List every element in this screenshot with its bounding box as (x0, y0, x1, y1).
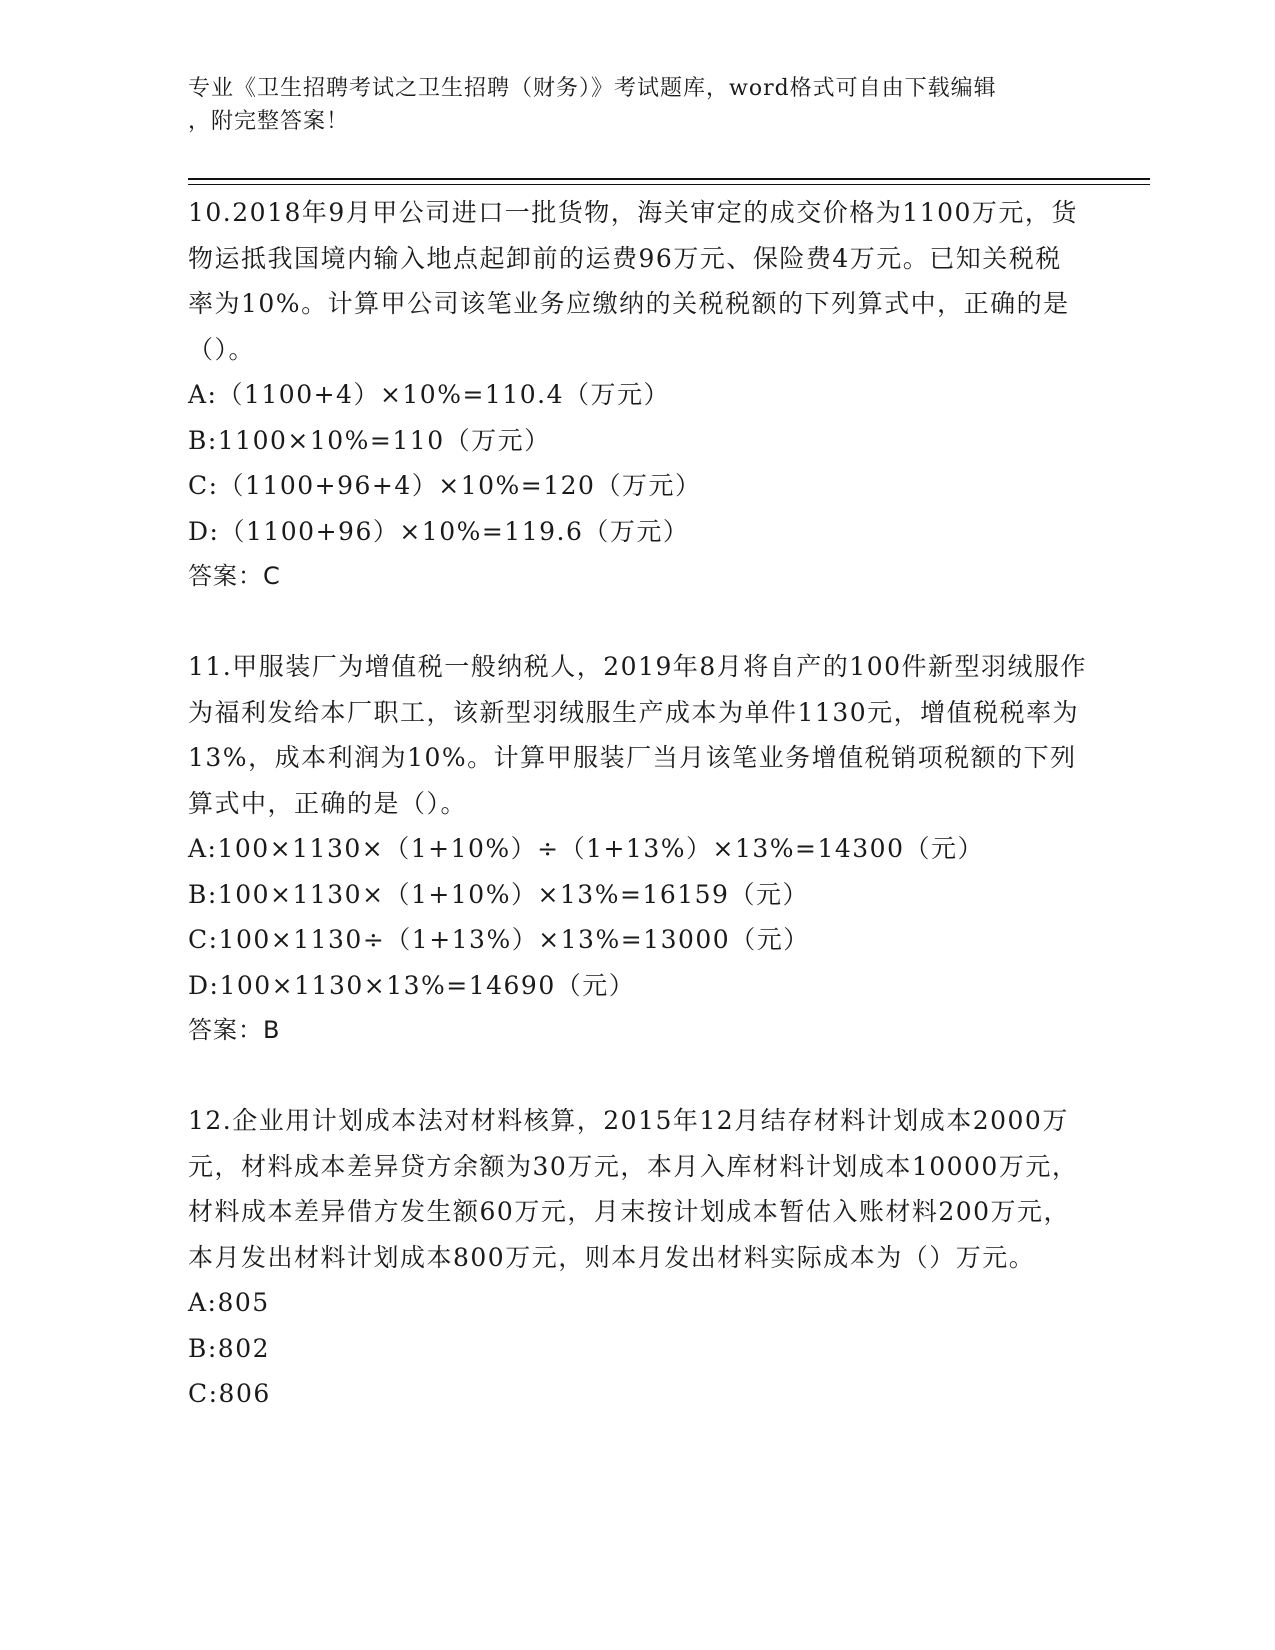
option-b: B:802 (188, 1333, 271, 1363)
option-b: B:1100×10%=110（万元） (188, 425, 551, 455)
option-d: D:100×1130×13%=14690（元） (188, 970, 636, 1000)
option-a: A:（1100+4）×10%=110.4（万元） (188, 380, 670, 409)
answer-key: 答案：B (188, 1016, 281, 1044)
question-stem: 11.甲服装厂为增值税一般纳税人，2019年8月将自产的100件新型羽绒服作为福利发给本厂职工，该新型羽绒服生产成本为单件1130元，增值税税率为13%，成本利润为10%。计算甲服装厂当月该笔业务增值税销项税额的下列算式中，正确的是（）。 (188, 652, 1088, 818)
question-10 (188, 190, 1088, 600)
option-b: B:100×1130×（1+10%）×13%=16159（元） (188, 879, 809, 909)
header-line-2: ，附完整答案！ (188, 109, 350, 134)
document-header (188, 72, 1088, 138)
question-stem: 10.2018年9月甲公司进口一批货物，海关审定的成交价格为1100万元，货物运抵我国境内输入地点起卸前的运费96万元、保险费4万元。已知关税税率为10%。计算甲公司该笔业务应缴纳的关税税额的下列算式中，正确的是（）。 (188, 198, 1078, 364)
answer-key: 答案：C (188, 562, 281, 590)
option-a: A:100×1130×（1+10%）÷（1+13%）×13%=14300（元） (188, 834, 984, 863)
option-c: C:100×1130÷（1+13%）×13%=13000（元） (188, 925, 810, 954)
question-11 (188, 644, 1088, 1054)
option-a: A:805 (188, 1288, 270, 1317)
option-c: C:（1100+96+4）×10%=120（万元） (188, 471, 702, 500)
option-c: C:806 (188, 1379, 271, 1408)
question-stem: 12.企业用计划成本法对材料核算，2015年12月结存材料计划成本2000万元，材料成本差异贷方余额为30万元，本月入库材料计划成本10000万元，材料成本差异借方发生额60万元，月末按计划成本暂估入账材料200万元，本月发出材料计划成本800万元，则本月发出材料实际成本为（）万元。 (188, 1106, 1079, 1272)
header-divider-thin (188, 184, 1150, 185)
option-d: D:（1100+96）×10%=119.6（万元） (188, 516, 690, 546)
question-12 (188, 1098, 1088, 1417)
header-line-1: 专业《卫生招聘考试之卫生招聘（财务）》考试题库，word格式可自由下载编辑 (188, 76, 997, 101)
header-divider-thick (188, 178, 1150, 180)
